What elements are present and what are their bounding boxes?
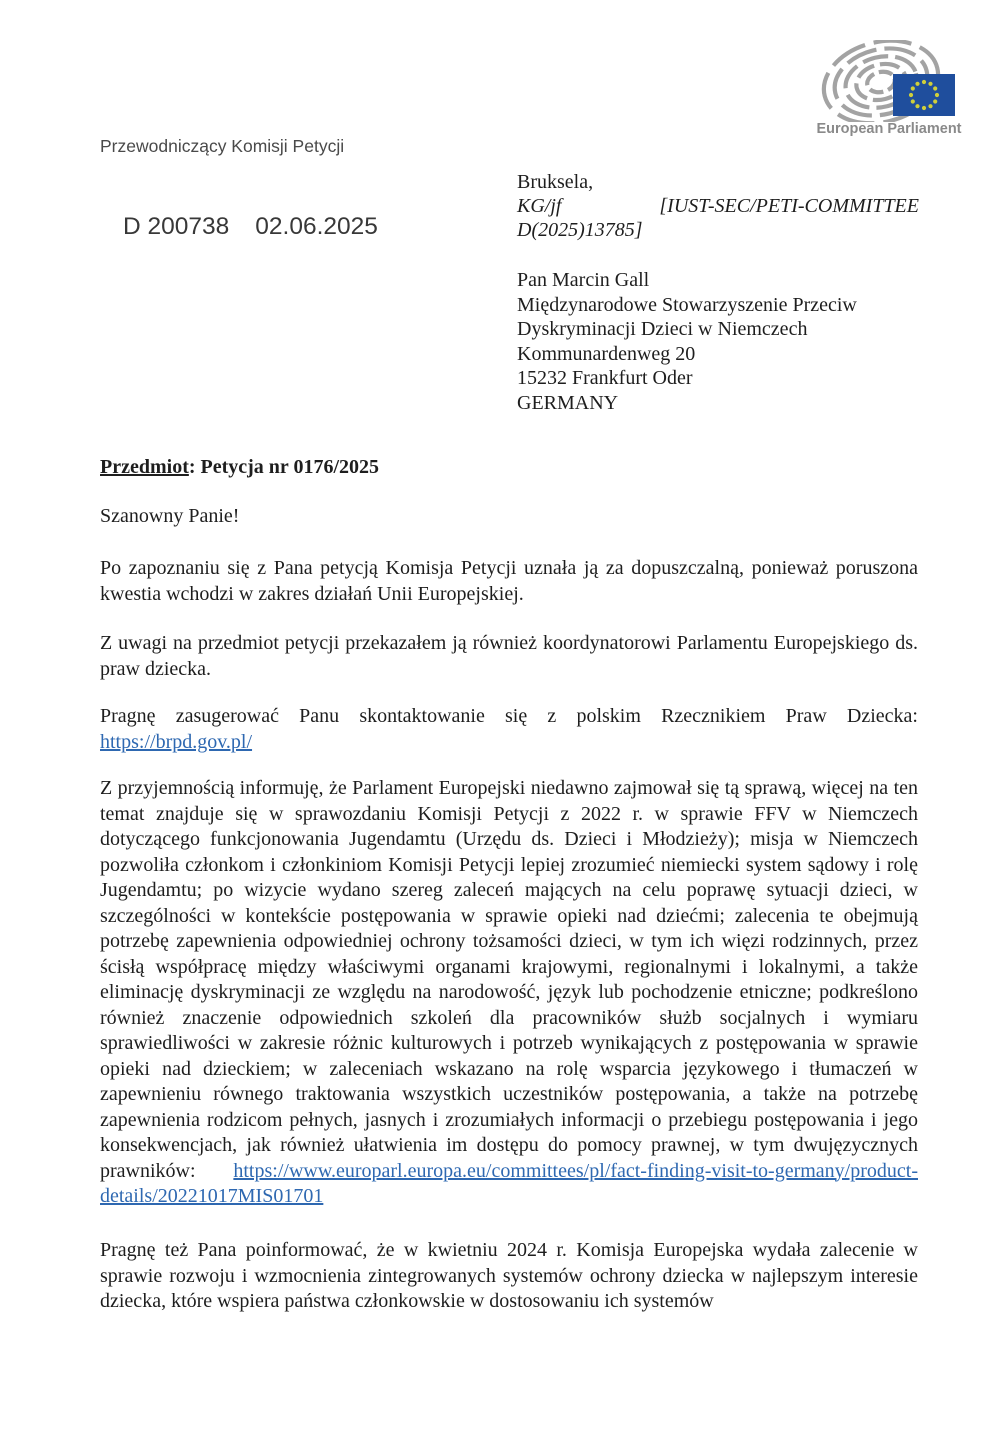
subject-line <box>100 456 379 479</box>
brpd-link[interactable]: https://brpd.gov.pl/ <box>100 730 253 753</box>
paragraph-ffv-report <box>100 776 918 1210</box>
dateline-city: Bruksela, <box>517 171 594 193</box>
subject-value: : Petycja nr 0176/2025 <box>188 456 380 478</box>
recipient-name: Pan Marcin Gall <box>517 269 650 291</box>
paragraph-ombudsman <box>100 704 918 755</box>
european-parliament-logo <box>815 40 1005 144</box>
paragraph-ombudsman-text: Pragnę zasugerować Panu skontaktowanie się z polskim Rzecznikiem Praw Dziecka: <box>100 705 918 727</box>
logo-graphic <box>815 40 1005 122</box>
reference-row <box>517 194 919 218</box>
paragraph-admissibility: Po zapoznaniu się z Pana petycją Komisja Petycji uznała ją za dopuszczalną, ponieważ poruszona kwestia wchodzi w zakres działań Unii Europejskiej. <box>100 557 918 605</box>
reference-bracket-line2: D(2025)13785] <box>517 219 643 241</box>
paragraph-ec-recommendation: Pragnę też Pana poinformować, że w kwietniu 2024 r. Komisja Europejska wydała zalecenie w sprawie rozwoju i wzmocnienia zintegrowanych systemów ochrony dziecka w najlepszym interesie dziecka, które wspiera państwa członkowskie w dostosowaniu ich systemów <box>100 1239 918 1312</box>
document-number: D 200738 <box>123 213 230 240</box>
recipient-city: 15232 Frankfurt Oder <box>517 367 693 389</box>
paragraph-coordinator: Z uwagi na przedmiot petycji przekazałem ją również koordynatorowi Parlamentu Europejskiego ds. praw dziecka. <box>100 632 918 680</box>
recipient-org-line2: Dyskryminacji Dzieci w Niemczech <box>517 318 808 340</box>
recipient-street: Kommunardenweg 20 <box>517 342 696 365</box>
eu-flag-icon <box>893 74 955 116</box>
dateline-block <box>517 170 919 242</box>
subject-label: Przedmiot <box>100 456 189 478</box>
recipient-country: GERMANY <box>517 391 619 414</box>
europarl-committees-link[interactable]: https://www.europarl.europa.eu/committees/pl/fact-finding-visit-to-germany/product-details/20221017MIS01701 <box>100 1159 918 1207</box>
reference-bracket-line1: [IUST-SEC/PETI-COMMITTEE <box>659 195 919 217</box>
stamp-date: 02.06.2025 <box>255 213 378 240</box>
sender-title: Przewodniczący Komisji Petycji <box>100 136 345 156</box>
recipient-address <box>517 268 937 415</box>
recipient-org-line1: Międzynarodowe Stowarzyszenie Przeciw <box>517 293 857 316</box>
logo-caption: European Parliament <box>816 121 962 137</box>
reference-code: KG/jf <box>517 195 562 217</box>
paragraph-ffv-report-text: Z przyjemnością informuję, że Parlament Europejski niedawno zajmował się tą sprawą, więcej na ten temat znajduje się w sprawozdaniu Komisji Petycji z 2022 r. w sprawie FFV w Niemczech dotyczącego funkcjonowania Jugendamtu (Urzędu ds. Dzieci i Młodzieży); misja w Niemczech pozwoliła członkom i członkiniom Komisji Petycji lepiej zrozumieć niemiecki system sądowy i rolę Jugendamtu; po wizycie wydano szereg zaleceń mających na celu poprawę sytuacji dzieci, w szczególności w kontekście postępowania w sprawie opieki nad dziećmi; zalecenia te obejmują potrzebę zapewnienia odpowiedniej ochrony tożsamości dzieci, w tym ich więzi rodzinnych, przez ścisłą współpracę między właściwymi organami krajowymi, regionalnymi i lokalnymi, a także eliminację dyskryminacji ze względu na narodowość, język lub pochodzenie etniczne; podkreślono również znaczenie odpowiednich szkoleń dla pracowników służb socjalnych i wymiaru sprawiedliwości w zakresie różnic kulturowych i potrzeb wynikających z postępowania w sprawie opieki nad dzieckiem; w zaleceniach wskazano na rolę wsparcia językowego i tłumaczeń w zapewnieniu równego traktowania wszystkich uczestników postępowania, a także na potrzebę zapewnienia rodzicom pełnych, jasnych i zrozumiałych informacji o przebiegu postępowania i jego konsekwencjach, jak również ułatwienia im dostępu do pomocy prawnej, w tym dwujęzycznych prawników: <box>100 777 918 1182</box>
document-stamp <box>123 213 378 241</box>
salutation: Szanowny Panie! <box>100 505 240 527</box>
